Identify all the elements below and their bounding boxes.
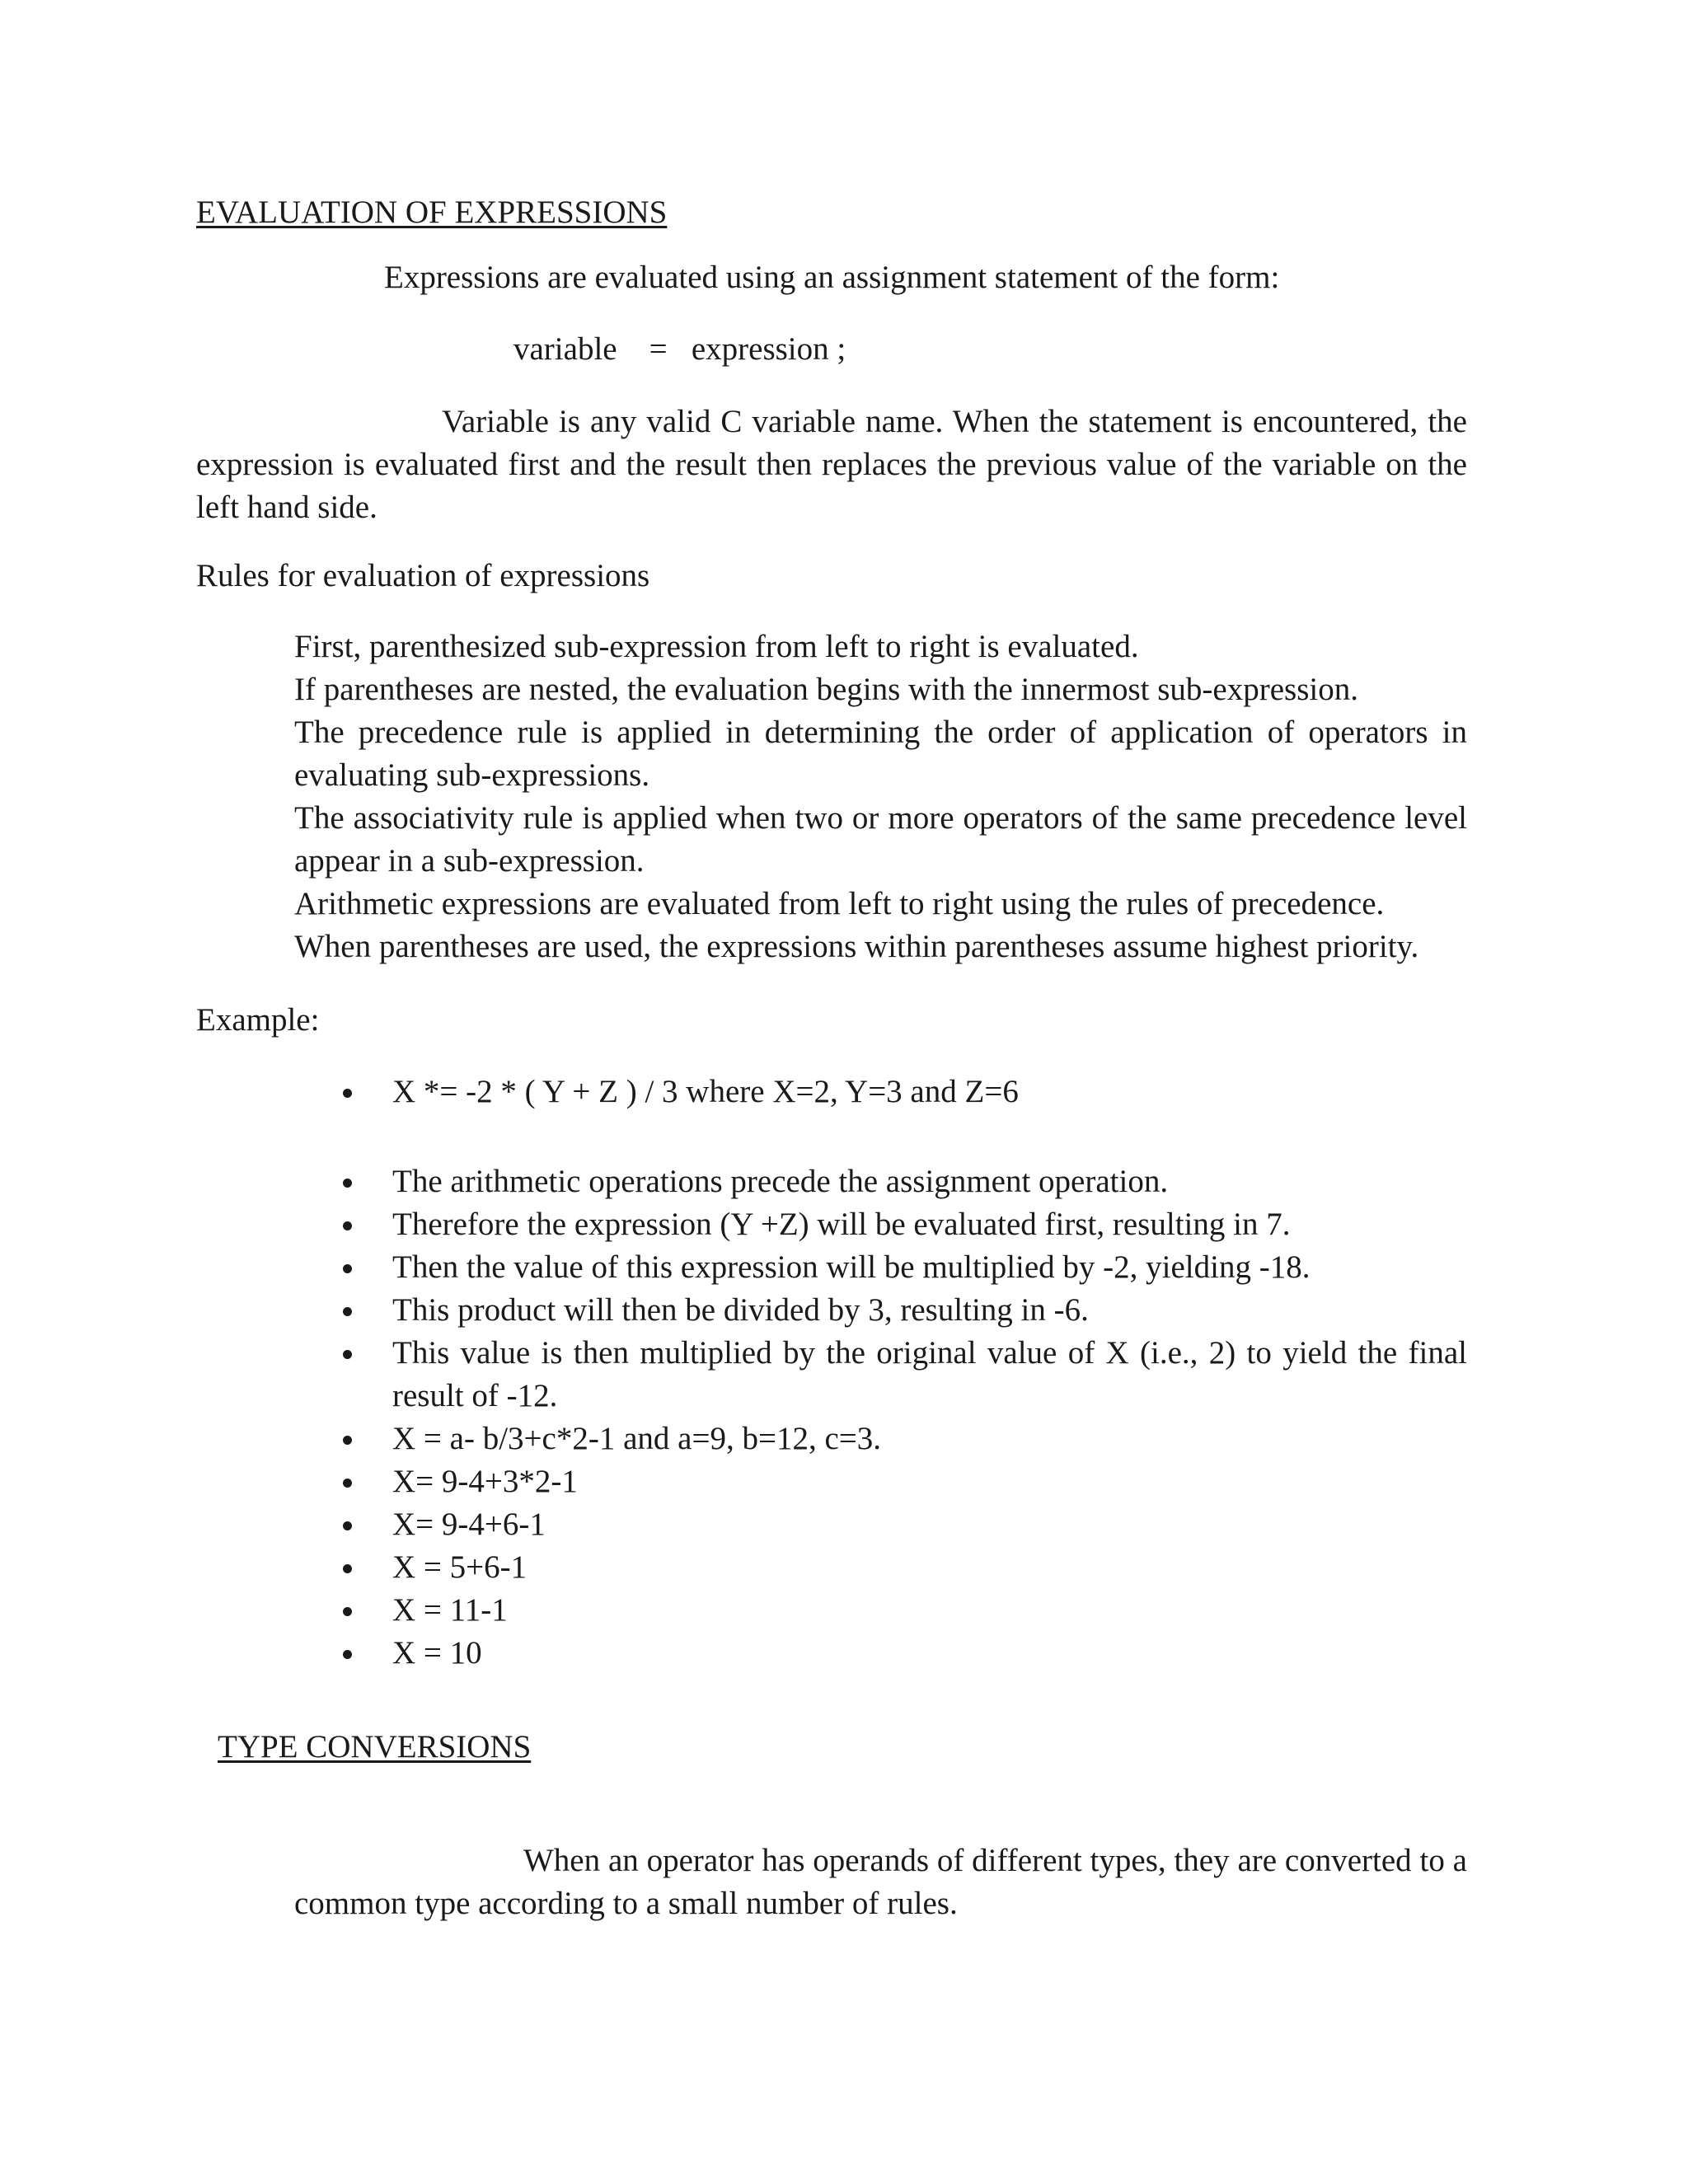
bullet-icon <box>343 1650 352 1659</box>
list-item <box>338 1246 1467 1289</box>
list-item <box>338 1589 1467 1632</box>
section-heading-evaluation: EVALUATION OF EXPRESSIONS <box>196 194 668 230</box>
list-item-text: This product will then be divided by 3, resulting in -6. <box>392 1292 1089 1328</box>
list-item <box>338 1160 1467 1203</box>
rule-item: The associativity rule is applied when two or more operators of the same precedence level appear in a sub-expression. <box>294 800 1467 879</box>
list-item <box>338 1071 1467 1113</box>
rules-list <box>294 626 1467 968</box>
example-label: Example: <box>196 1002 320 1038</box>
bullet-icon <box>343 1607 352 1616</box>
list-item <box>338 1546 1467 1589</box>
list-item-text: X = 11-1 <box>392 1592 508 1628</box>
rule-item: Arithmetic expressions are evaluated from left to right using the rules of precedence. <box>294 886 1385 921</box>
bullet-icon <box>343 1350 352 1359</box>
rule-item: The precedence rule is applied in determining the order of application of operators in evaluating sub-expressions. <box>294 715 1467 793</box>
list-item <box>338 1503 1467 1546</box>
list-item <box>338 1203 1467 1246</box>
list-item <box>338 1460 1467 1503</box>
list-item-text: X = 5+6-1 <box>392 1549 528 1585</box>
bullet-icon <box>343 1479 352 1488</box>
list-item-text: X= 9-4+3*2-1 <box>392 1464 578 1499</box>
list-item-text: Therefore the expression (Y +Z) will be evaluated first, resulting in 7. <box>392 1207 1291 1242</box>
list-item <box>338 1332 1467 1418</box>
type-conversions-text: When an operator has operands of different types, they are converted to a common type according to a small number of rules. <box>294 1843 1467 1921</box>
rule-item: When parentheses are used, the expressions within parentheses assume highest priority. <box>294 929 1419 964</box>
variable-paragraph <box>196 401 1467 529</box>
section-heading-type-conversions: TYPE CONVERSIONS <box>218 1729 532 1765</box>
bullet-icon <box>343 1179 352 1188</box>
rule-item: If parentheses are nested, the evaluation begins with the innermost sub-expression. <box>294 672 1358 707</box>
rules-heading: Rules for evaluation of expressions <box>196 558 650 593</box>
bullet-icon <box>343 1436 352 1445</box>
list-item-text: This value is then multiplied by the original value of X (i.e., 2) to yield the final result of -12. <box>392 1335 1467 1413</box>
bullet-icon <box>343 1264 352 1273</box>
assignment-formula: variable = expression ; <box>513 331 846 367</box>
bullet-icon <box>343 1089 352 1098</box>
list-item-text: Then the value of this expression will be multiplied by -2, yielding -18. <box>392 1249 1311 1285</box>
list-item <box>338 1289 1467 1332</box>
intro-text: Expressions are evaluated using an assignment statement of the form: <box>384 260 1280 295</box>
variable-paragraph-text: Variable is any valid C variable name. When the statement is encountered, the expression is evaluated first and the result then replaces the previous value of the variable on the left hand side. <box>196 404 1467 525</box>
list-item-text: The arithmetic operations precede the assignment operation. <box>392 1164 1169 1199</box>
bullet-icon <box>343 1307 352 1316</box>
list-item <box>338 1418 1467 1460</box>
list-item-text: X = 10 <box>392 1635 482 1671</box>
bullet-icon <box>343 1221 352 1230</box>
list-item <box>338 1632 1467 1675</box>
bullet-icon <box>343 1521 352 1530</box>
type-conversions-paragraph <box>294 1840 1467 1925</box>
list-item-text: X = a- b/3+c*2-1 and a=9, b=12, c=3. <box>392 1421 881 1456</box>
example-steps-list <box>338 1160 1467 1675</box>
list-item-text: X *= -2 * ( Y + Z ) / 3 where X=2, Y=3 and Z=6 <box>392 1074 1019 1109</box>
bullet-icon <box>343 1564 352 1573</box>
list-item-text: X= 9-4+6-1 <box>392 1507 546 1542</box>
example-expression-list <box>338 1071 1467 1113</box>
rule-item: First, parenthesized sub-expression from left to right is evaluated. <box>294 629 1139 664</box>
